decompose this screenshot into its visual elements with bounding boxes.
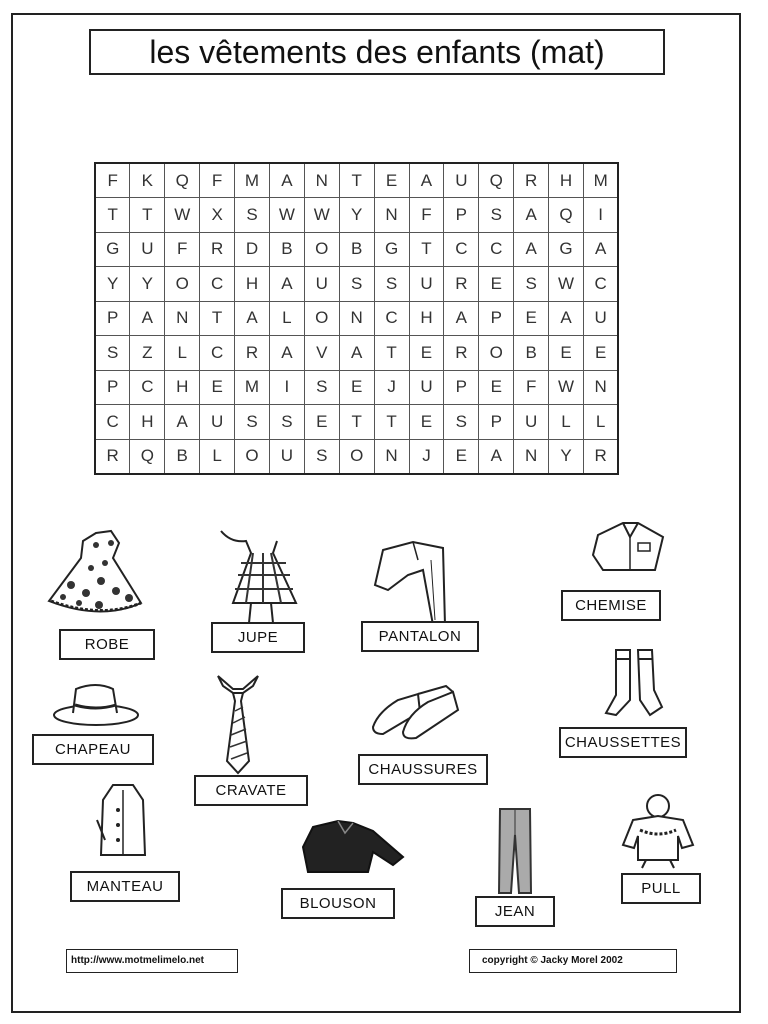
- grid-cell: A: [269, 336, 304, 371]
- grid-cell: U: [409, 370, 444, 405]
- grid-cell: S: [339, 267, 374, 302]
- grid-row: [95, 198, 618, 233]
- sweater-icon: [618, 790, 698, 870]
- grid-cell: N: [374, 439, 409, 474]
- word-label-chaussettes: CHAUSSETTES: [559, 727, 687, 758]
- grid-cell: C: [479, 232, 514, 267]
- grid-cell: U: [514, 405, 549, 440]
- grid-cell: L: [549, 405, 584, 440]
- trousers-icon: [363, 530, 463, 625]
- grid-row: [95, 370, 618, 405]
- grid-cell: A: [130, 301, 165, 336]
- grid-cell: N: [514, 439, 549, 474]
- copyright-notice: copyright © Jacky Morel 2002: [469, 949, 677, 973]
- grid-cell: U: [304, 267, 339, 302]
- grid-cell: C: [200, 336, 235, 371]
- grid-row: [95, 267, 618, 302]
- grid-cell: B: [514, 336, 549, 371]
- website-url: http://www.motmelimelo.net: [66, 949, 238, 973]
- word-label-jean: JEAN: [475, 896, 555, 927]
- grid-cell: I: [583, 198, 618, 233]
- shoes-icon: [368, 672, 463, 742]
- hat-icon: [51, 679, 141, 729]
- grid-cell: V: [304, 336, 339, 371]
- grid-cell: N: [165, 301, 200, 336]
- word-search-grid: [94, 162, 619, 475]
- grid-cell: T: [409, 232, 444, 267]
- grid-cell: E: [549, 336, 584, 371]
- grid-cell: E: [479, 267, 514, 302]
- grid-cell: E: [444, 439, 479, 474]
- grid-cell: G: [549, 232, 584, 267]
- grid-cell: O: [479, 336, 514, 371]
- grid-cell: X: [200, 198, 235, 233]
- shirt-icon: [583, 515, 673, 580]
- grid-cell: C: [444, 232, 479, 267]
- grid-cell: O: [304, 232, 339, 267]
- grid-cell: O: [235, 439, 270, 474]
- grid-cell: E: [304, 405, 339, 440]
- grid-cell: S: [235, 198, 270, 233]
- grid-cell: S: [95, 336, 130, 371]
- grid-cell: G: [374, 232, 409, 267]
- grid-cell: W: [549, 267, 584, 302]
- grid-row: [95, 232, 618, 267]
- grid-cell: C: [583, 267, 618, 302]
- grid-cell: T: [374, 405, 409, 440]
- grid-cell: J: [409, 439, 444, 474]
- grid-cell: H: [165, 370, 200, 405]
- grid-cell: C: [200, 267, 235, 302]
- grid-cell: Z: [130, 336, 165, 371]
- word-label-robe: ROBE: [59, 629, 155, 660]
- grid-cell: A: [549, 301, 584, 336]
- grid-cell: P: [95, 370, 130, 405]
- grid-cell: N: [304, 163, 339, 198]
- grid-cell: P: [444, 370, 479, 405]
- grid-cell: F: [165, 232, 200, 267]
- word-label-manteau: MANTEAU: [70, 871, 180, 902]
- grid-cell: A: [409, 163, 444, 198]
- grid-row: [95, 439, 618, 474]
- grid-cell: W: [549, 370, 584, 405]
- grid-cell: W: [304, 198, 339, 233]
- jeans-icon: [495, 805, 535, 895]
- grid-cell: R: [583, 439, 618, 474]
- grid-cell: T: [130, 198, 165, 233]
- grid-cell: G: [95, 232, 130, 267]
- grid-cell: E: [583, 336, 618, 371]
- socks-icon: [598, 645, 668, 720]
- grid-cell: U: [130, 232, 165, 267]
- word-label-chaussures: CHAUSSURES: [358, 754, 488, 785]
- grid-row: [95, 301, 618, 336]
- grid-cell: E: [514, 301, 549, 336]
- grid-cell: J: [374, 370, 409, 405]
- grid-cell: S: [235, 405, 270, 440]
- grid-cell: Q: [549, 198, 584, 233]
- skirt-icon: [211, 523, 311, 623]
- grid-cell: R: [444, 267, 479, 302]
- grid-cell: E: [374, 163, 409, 198]
- grid-cell: N: [339, 301, 374, 336]
- grid-cell: C: [95, 405, 130, 440]
- grid-cell: A: [269, 163, 304, 198]
- grid-cell: E: [409, 336, 444, 371]
- tie-icon: [213, 671, 263, 776]
- grid-cell: T: [200, 301, 235, 336]
- grid-cell: R: [95, 439, 130, 474]
- grid-cell: W: [269, 198, 304, 233]
- grid-row: [95, 336, 618, 371]
- dress-icon: [41, 523, 161, 623]
- grid-cell: Y: [95, 267, 130, 302]
- grid-cell: S: [304, 370, 339, 405]
- grid-cell: H: [549, 163, 584, 198]
- grid-cell: O: [165, 267, 200, 302]
- grid-cell: T: [339, 405, 374, 440]
- grid-cell: M: [235, 370, 270, 405]
- grid-cell: E: [339, 370, 374, 405]
- grid-cell: Q: [130, 439, 165, 474]
- grid-cell: S: [514, 267, 549, 302]
- grid-cell: S: [479, 198, 514, 233]
- grid-cell: A: [235, 301, 270, 336]
- grid-cell: A: [514, 198, 549, 233]
- grid-cell: Q: [165, 163, 200, 198]
- grid-cell: R: [200, 232, 235, 267]
- grid-cell: R: [235, 336, 270, 371]
- grid-cell: Y: [130, 267, 165, 302]
- word-label-chapeau: CHAPEAU: [32, 734, 154, 765]
- word-label-chemise: CHEMISE: [561, 590, 661, 621]
- grid-cell: A: [165, 405, 200, 440]
- grid-cell: K: [130, 163, 165, 198]
- grid-cell: H: [409, 301, 444, 336]
- grid-cell: F: [514, 370, 549, 405]
- grid-cell: C: [130, 370, 165, 405]
- grid-cell: E: [409, 405, 444, 440]
- grid-row: [95, 163, 618, 198]
- grid-cell: S: [444, 405, 479, 440]
- word-label-pull: PULL: [621, 873, 701, 904]
- grid-cell: N: [583, 370, 618, 405]
- grid-cell: P: [95, 301, 130, 336]
- grid-cell: E: [479, 370, 514, 405]
- grid-cell: T: [339, 163, 374, 198]
- word-label-cravate: CRAVATE: [194, 775, 308, 806]
- grid-cell: T: [374, 336, 409, 371]
- grid-cell: B: [269, 232, 304, 267]
- grid-cell: C: [374, 301, 409, 336]
- grid-cell: S: [269, 405, 304, 440]
- grid-cell: Y: [339, 198, 374, 233]
- grid-cell: R: [514, 163, 549, 198]
- grid-cell: F: [409, 198, 444, 233]
- grid-cell: A: [583, 232, 618, 267]
- grid-cell: Q: [479, 163, 514, 198]
- grid-cell: A: [269, 267, 304, 302]
- grid-cell: U: [444, 163, 479, 198]
- grid-cell: M: [583, 163, 618, 198]
- grid-cell: P: [479, 405, 514, 440]
- grid-cell: L: [269, 301, 304, 336]
- grid-cell: P: [444, 198, 479, 233]
- grid-cell: E: [200, 370, 235, 405]
- grid-cell: A: [444, 301, 479, 336]
- coat-icon: [93, 780, 153, 860]
- grid-cell: S: [304, 439, 339, 474]
- grid-row: [95, 405, 618, 440]
- grid-cell: R: [444, 336, 479, 371]
- grid-cell: H: [235, 267, 270, 302]
- grid-cell: L: [165, 336, 200, 371]
- grid-cell: T: [95, 198, 130, 233]
- grid-cell: U: [200, 405, 235, 440]
- grid-cell: N: [374, 198, 409, 233]
- grid-cell: O: [304, 301, 339, 336]
- grid-cell: A: [514, 232, 549, 267]
- grid-cell: Y: [549, 439, 584, 474]
- grid-cell: A: [339, 336, 374, 371]
- grid-cell: B: [165, 439, 200, 474]
- grid-cell: U: [269, 439, 304, 474]
- word-label-jupe: JUPE: [211, 622, 305, 653]
- grid-cell: O: [339, 439, 374, 474]
- grid-cell: S: [374, 267, 409, 302]
- grid-cell: W: [165, 198, 200, 233]
- word-label-blouson: BLOUSON: [281, 888, 395, 919]
- grid-cell: F: [200, 163, 235, 198]
- grid-cell: P: [479, 301, 514, 336]
- grid-cell: M: [235, 163, 270, 198]
- grid-cell: U: [409, 267, 444, 302]
- grid-cell: A: [479, 439, 514, 474]
- word-label-pantalon: PANTALON: [361, 621, 479, 652]
- grid-cell: L: [583, 405, 618, 440]
- grid-cell: I: [269, 370, 304, 405]
- worksheet: [11, 13, 741, 1013]
- grid-cell: F: [95, 163, 130, 198]
- page-title: les vêtements des enfants (mat): [89, 29, 665, 75]
- grid-cell: U: [583, 301, 618, 336]
- grid-cell: H: [130, 405, 165, 440]
- grid-cell: L: [200, 439, 235, 474]
- grid-cell: D: [235, 232, 270, 267]
- jacket-icon: [293, 817, 408, 877]
- grid-cell: B: [339, 232, 374, 267]
